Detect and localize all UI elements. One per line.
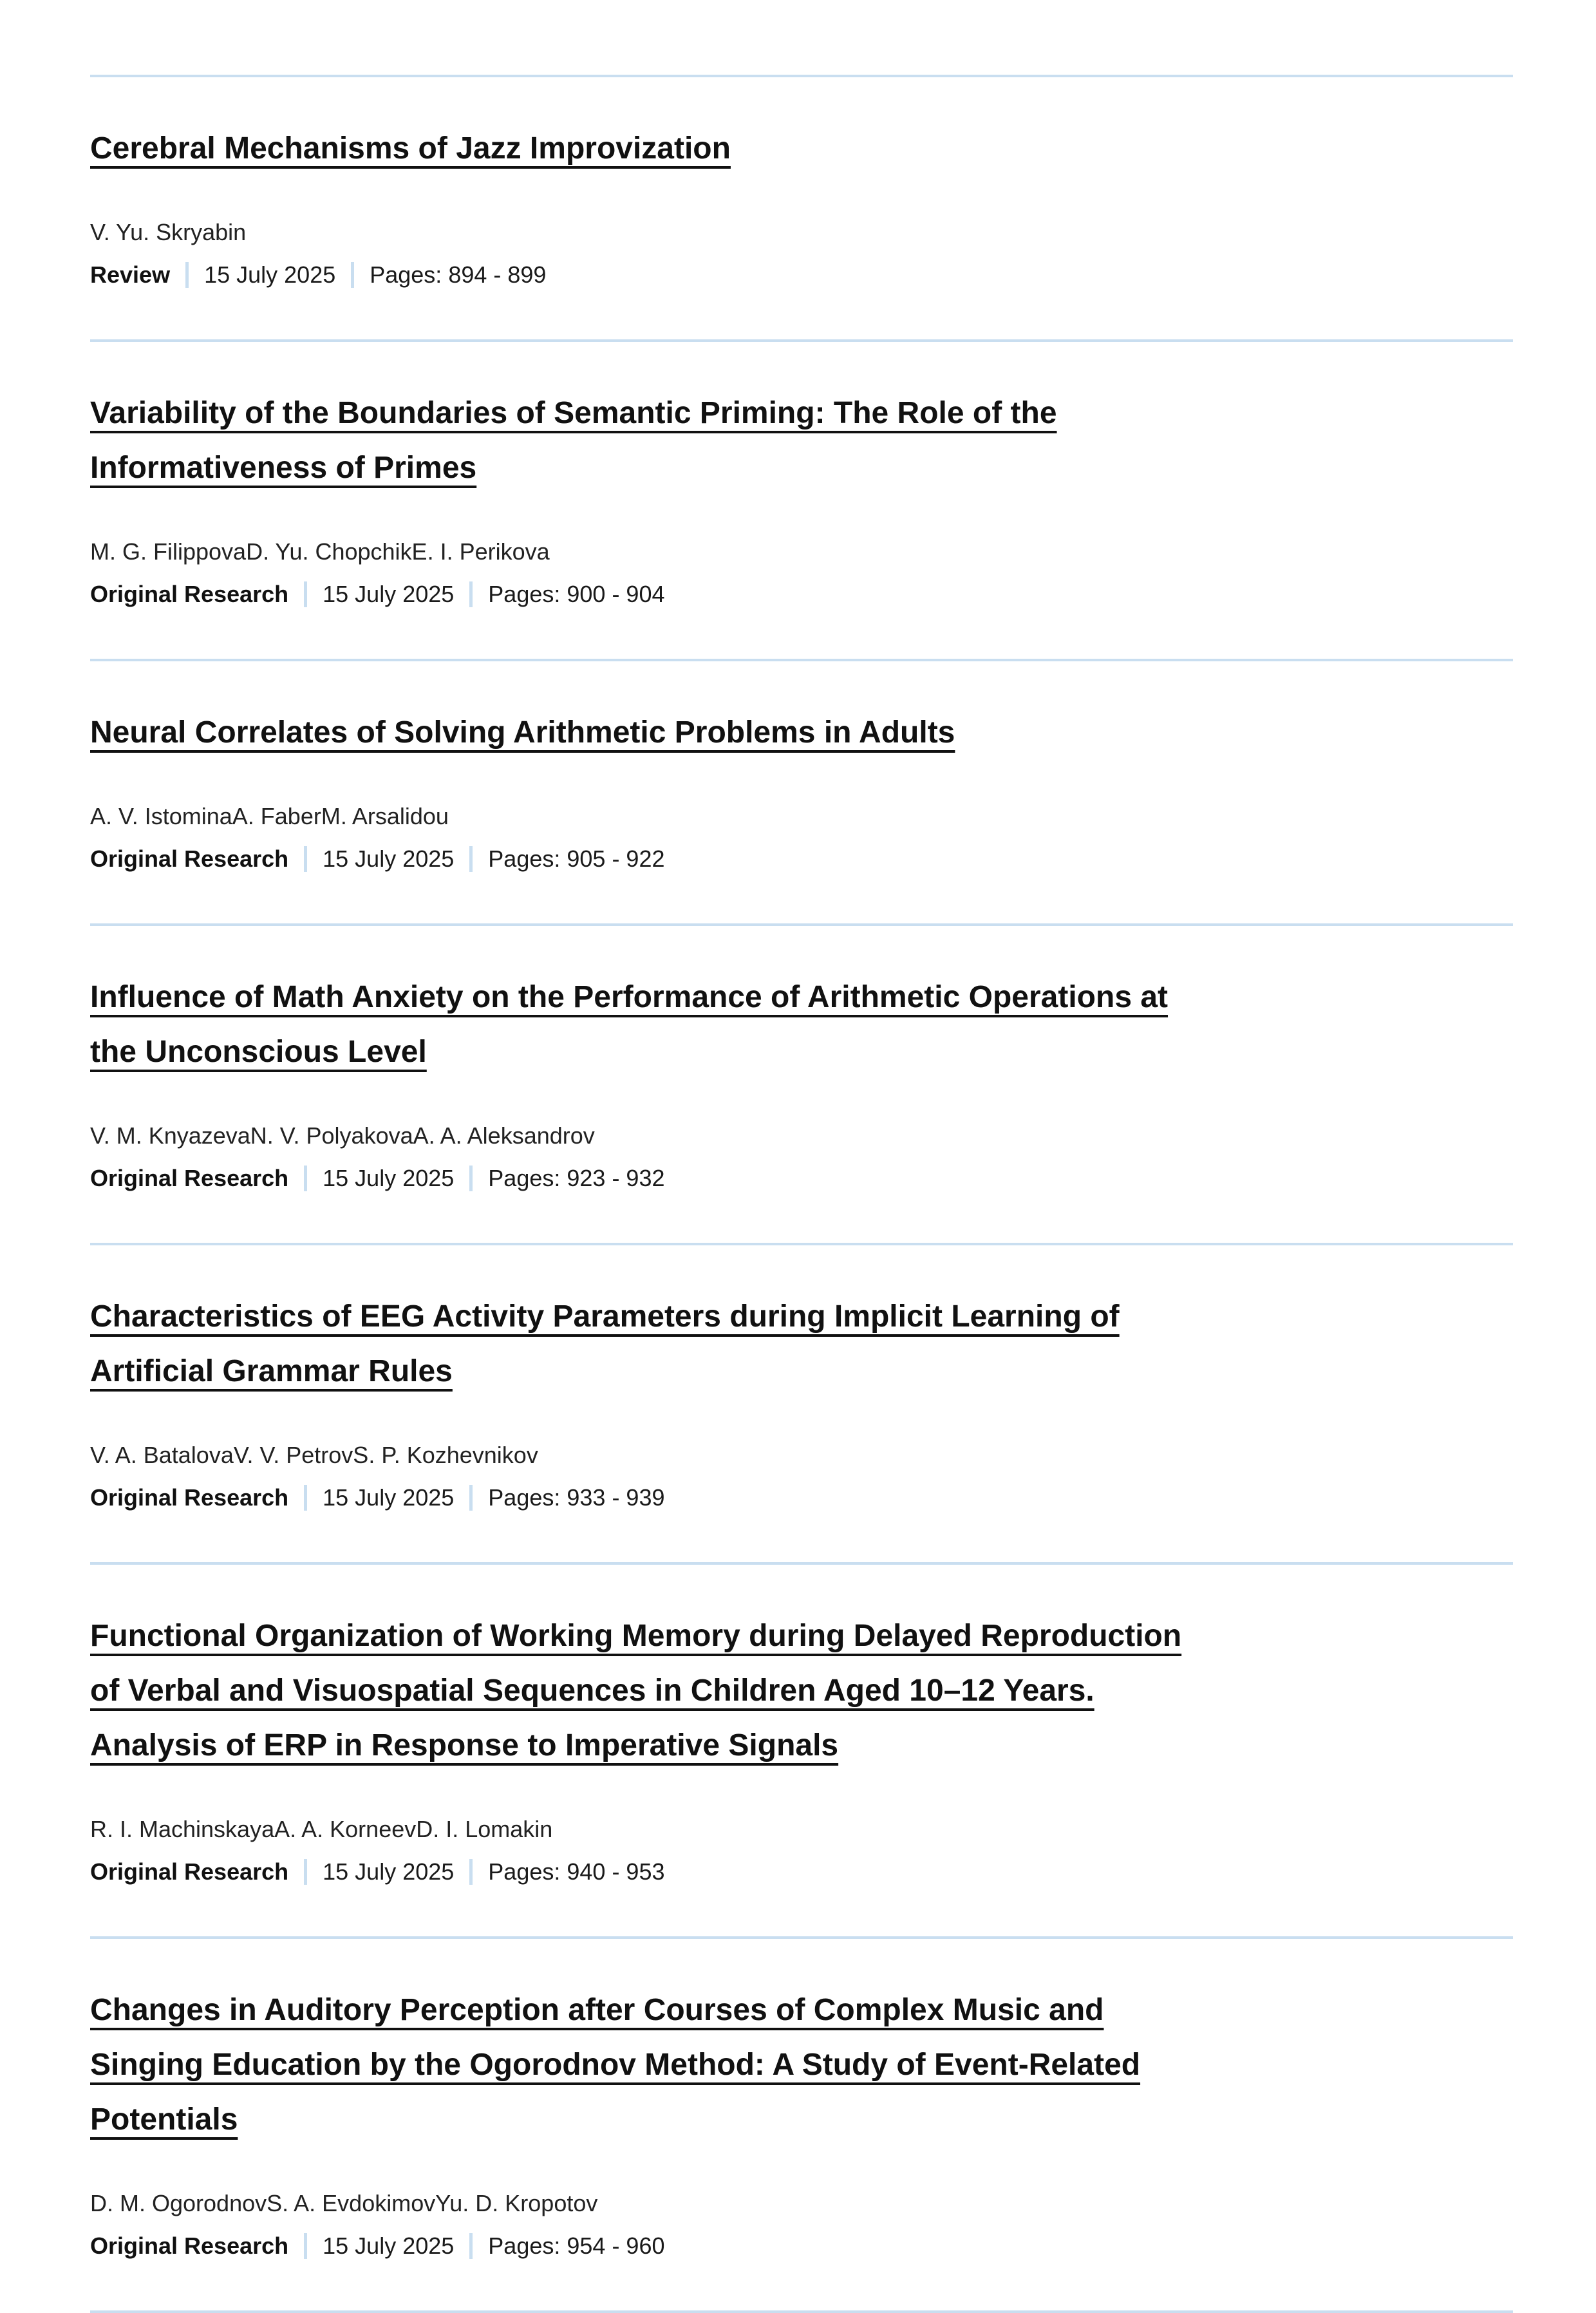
article-authors: V. A. BatalovaV. V. PetrovS. P. Kozhevnikov bbox=[90, 1442, 538, 1468]
article-item bbox=[90, 1565, 1513, 1936]
article-meta bbox=[90, 845, 1513, 873]
article-item bbox=[90, 661, 1513, 923]
article-item bbox=[90, 77, 1513, 339]
article-pages: Pages: 900 - 904 bbox=[488, 581, 665, 607]
meta-separator bbox=[469, 581, 473, 607]
article-title-link[interactable]: Cerebral Mechanisms of Jazz Improvization bbox=[90, 131, 731, 165]
meta-separator bbox=[304, 581, 307, 607]
article-authors: V. M. KnyazevaN. V. PolyakovaA. A. Aleksandrov bbox=[90, 1122, 595, 1149]
meta-separator bbox=[469, 846, 473, 872]
meta-separator bbox=[469, 1166, 473, 1191]
article-meta bbox=[90, 261, 1513, 289]
article-pages: Pages: 933 - 939 bbox=[488, 1484, 665, 1511]
meta-separator bbox=[304, 1485, 307, 1511]
article-authors: D. M. OgorodnovS. A. EvdokimovYu. D. Kropotov bbox=[90, 2190, 598, 2216]
article-authors: V. Yu. Skryabin bbox=[90, 219, 247, 245]
article-type: Original Research bbox=[90, 845, 289, 872]
article-date: 15 July 2025 bbox=[323, 1858, 455, 1885]
article-date: 15 July 2025 bbox=[323, 1165, 455, 1191]
meta-separator bbox=[469, 1485, 473, 1511]
article-date: 15 July 2025 bbox=[323, 2233, 455, 2259]
article-item bbox=[90, 342, 1513, 659]
article-pages: Pages: 940 - 953 bbox=[488, 1858, 665, 1885]
divider bbox=[90, 2310, 1513, 2313]
article-item bbox=[90, 1939, 1513, 2310]
article-authors: R. I. MachinskayaA. A. KorneevD. I. Lomakin bbox=[90, 1816, 553, 1842]
article-meta bbox=[90, 2232, 1513, 2260]
article-date: 15 July 2025 bbox=[323, 581, 455, 607]
meta-separator bbox=[304, 2233, 307, 2259]
article-title-link[interactable]: Influence of Math Anxiety on the Performance of Arithmetic Operations at the Unconscious Level bbox=[90, 980, 1169, 1069]
article-type: Original Research bbox=[90, 1484, 289, 1511]
article-date: 15 July 2025 bbox=[323, 1484, 455, 1511]
meta-separator bbox=[469, 2233, 473, 2259]
meta-separator bbox=[185, 262, 189, 288]
article-date: 15 July 2025 bbox=[323, 845, 455, 872]
article-list bbox=[90, 75, 1513, 2313]
article-pages: Pages: 905 - 922 bbox=[488, 845, 665, 872]
article-title-link[interactable]: Variability of the Boundaries of Semantic Priming: The Role of the Informativeness of Primes bbox=[90, 396, 1057, 485]
article-type: Original Research bbox=[90, 1165, 289, 1191]
article-type: Original Research bbox=[90, 581, 289, 607]
meta-separator bbox=[304, 1859, 307, 1885]
article-date: 15 July 2025 bbox=[204, 261, 336, 288]
article-title-link[interactable]: Neural Correlates of Solving Arithmetic Problems in Adults bbox=[90, 715, 955, 750]
article-meta bbox=[90, 580, 1513, 609]
article-authors: M. G. FilippovaD. Yu. ChopchikE. I. Perikova bbox=[90, 538, 550, 565]
article-title-link[interactable]: Changes in Auditory Perception after Courses of Complex Music and Singing Education by the Ogorodnov Method: A Study of Event-Related Potentials bbox=[90, 1993, 1141, 2137]
article-item bbox=[90, 1245, 1513, 1562]
article-meta bbox=[90, 1484, 1513, 1512]
article-type: Original Research bbox=[90, 1858, 289, 1885]
article-meta bbox=[90, 1858, 1513, 1886]
article-pages: Pages: 923 - 932 bbox=[488, 1165, 665, 1191]
article-title-link[interactable]: Characteristics of EEG Activity Parameters during Implicit Learning of Artificial Grammar Rules bbox=[90, 1299, 1120, 1388]
article-type: Original Research bbox=[90, 2233, 289, 2259]
article-meta bbox=[90, 1164, 1513, 1193]
article-item bbox=[90, 926, 1513, 1243]
article-pages: Pages: 894 - 899 bbox=[370, 261, 547, 288]
meta-separator bbox=[351, 262, 354, 288]
meta-separator bbox=[304, 846, 307, 872]
article-title-link[interactable]: Functional Organization of Working Memory during Delayed Reproduction of Verbal and Visuospatial Sequences in Children Aged 10–12 Years. Analysis of ERP in Response to Imperative Signals bbox=[90, 1619, 1182, 1762]
article-type: Review bbox=[90, 261, 171, 288]
meta-separator bbox=[469, 1859, 473, 1885]
meta-separator bbox=[304, 1166, 307, 1191]
article-pages: Pages: 954 - 960 bbox=[488, 2233, 665, 2259]
article-authors: A. V. IstominaA. FaberM. Arsalidou bbox=[90, 803, 449, 829]
